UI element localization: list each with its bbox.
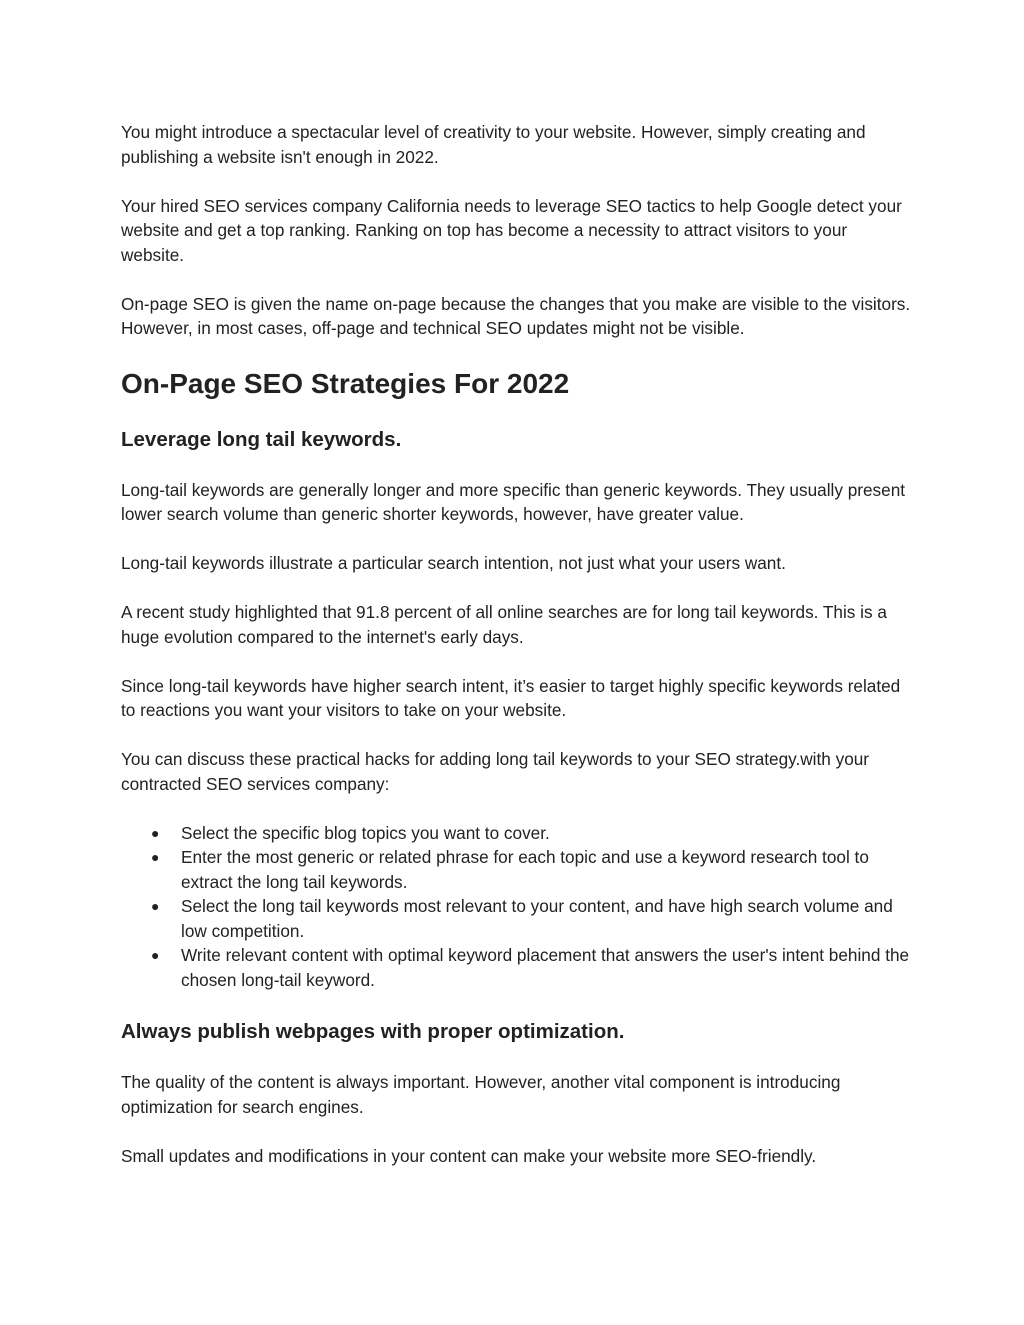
section-paragraph: A recent study highlighted that 91.8 percent of all online searches are for long tail keywords. This is a huge evolution compared to the internet's early days. <box>121 602 887 647</box>
section-paragraph: The quality of the content is always important. However, another vital component is introducing optimization for search engines. <box>121 1072 841 1117</box>
bullet-icon: ● <box>151 947 160 963</box>
section-paragraph: Small updates and modifications in your content can make your website more SEO-friendly. <box>121 1145 817 1166</box>
bullet-icon: ● <box>151 849 160 865</box>
section-paragraph: You can discuss these practical hacks for adding long tail keywords to your SEO strategy.with your contracted SEO services company: <box>121 749 870 794</box>
bullet-icon: ● <box>151 824 160 841</box>
section-paragraph: Since long-tail keywords have higher search intent, it’s easier to target highly specific keywords related to reactions you want your visitors to take on your website. <box>121 675 901 720</box>
intro-paragraph: Your hired SEO services company California needs to leverage SEO tactics to help Google detect your website and get a top ranking. Ranking on top has become a necessity to attract visitors to your website. <box>121 195 902 265</box>
bullet-icon: ● <box>151 898 160 914</box>
list-item <box>121 894 911 943</box>
list-item <box>121 821 911 846</box>
list-item <box>121 943 911 992</box>
document-page <box>121 120 911 1168</box>
section-paragraph: Long-tail keywords illustrate a particular search intention, not just what your users want. <box>121 553 786 573</box>
section-heading-long-tail: Leverage long tail keywords. <box>121 427 402 451</box>
intro-paragraph: You might introduce a spectacular level of creativity to your website. However, simply creating and publishing a website isn't enough in 2022. <box>121 122 866 167</box>
list-item <box>121 845 911 894</box>
section-heading-optimization: Always publish webpages with proper optimization. <box>121 1020 625 1043</box>
list-item-text: Select the long tail keywords most relevant to your content, and have high search volume and low competition. <box>181 896 893 941</box>
list-item-text: Enter the most generic or related phrase for each topic and use a keyword research tool to extract the long tail keywords. <box>181 847 869 892</box>
intro-paragraph: On-page SEO is given the name on-page because the changes that you make are visible to the visitors. However, in most cases, off-page and technical SEO updates might not be visible. <box>121 293 911 338</box>
keyword-hacks-list <box>121 821 911 993</box>
main-heading: On-Page SEO Strategies For 2022 <box>121 367 570 399</box>
section-paragraph: Long-tail keywords are generally longer and more specific than generic keywords. They usually present lower search volume than generic shorter keywords, however, have greater value. <box>121 479 906 524</box>
list-item-text: Write relevant content with optimal keyword placement that answers the user's intent behind the chosen long-tail keyword. <box>181 945 910 990</box>
list-item-text: Select the specific blog topics you want to cover. <box>181 822 550 843</box>
